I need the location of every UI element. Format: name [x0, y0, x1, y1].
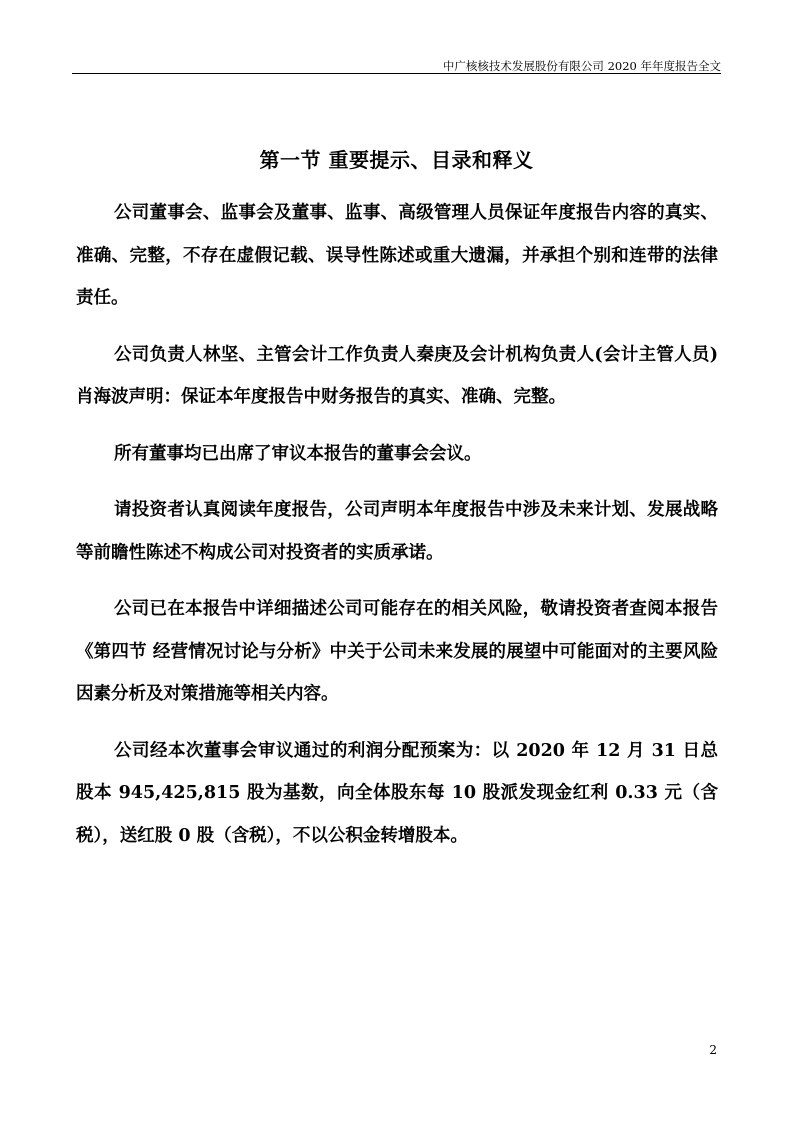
- section-title: 第一节 重要提示、目录和释义: [259, 148, 534, 173]
- running-header: 中广核核技术发展股份有限公司 2020 年年度报告全文: [442, 59, 721, 73]
- paragraph-responsibility-statement: 公司董事会、监事会及董事、监事、高级管理人员保证年度报告内容的真实、准确、完整，不存在虚假记载、误导性陈述或重大遗漏，并承担个别和连带的法律责任。: [76, 203, 718, 308]
- paragraph-risk-notice: 公司已在本报告中详细描述公司可能存在的相关风险，敬请投资者查阅本报告《第四节 经营情况讨论与分析》中关于公司未来发展的展望中可能面对的主要风险因素分析及对策措施等相关内容。: [76, 599, 718, 704]
- paragraph-financial-report-declaration: 公司负责人林坚、主管会计工作负责人秦庚及会计机构负责人(会计主管人员)肖海波声明：保证本年度报告中财务报告的真实、准确、完整。: [76, 344, 718, 407]
- paragraph-profit-distribution: 公司经本次董事会审议通过的利润分配预案为：以 2020 年 12 月 31 日总股本 945,425,815 股为基数，向全体股东每 10 股派发现金红利 0.33 元（含税），送红股 0 股（含税），不以公积金转增股本。: [76, 740, 718, 846]
- page-number: 2: [709, 1043, 717, 1057]
- paragraph-board-attendance: 所有董事均已出席了审议本报告的董事会会议。: [114, 443, 482, 464]
- paragraph-forward-looking-statement: 请投资者认真阅读年度报告，公司声明本年度报告中涉及未来计划、发展战略等前瞻性陈述不构成公司对投资者的实质承诺。: [76, 500, 718, 563]
- document-body: [76, 192, 718, 871]
- header-rule: [72, 73, 721, 74]
